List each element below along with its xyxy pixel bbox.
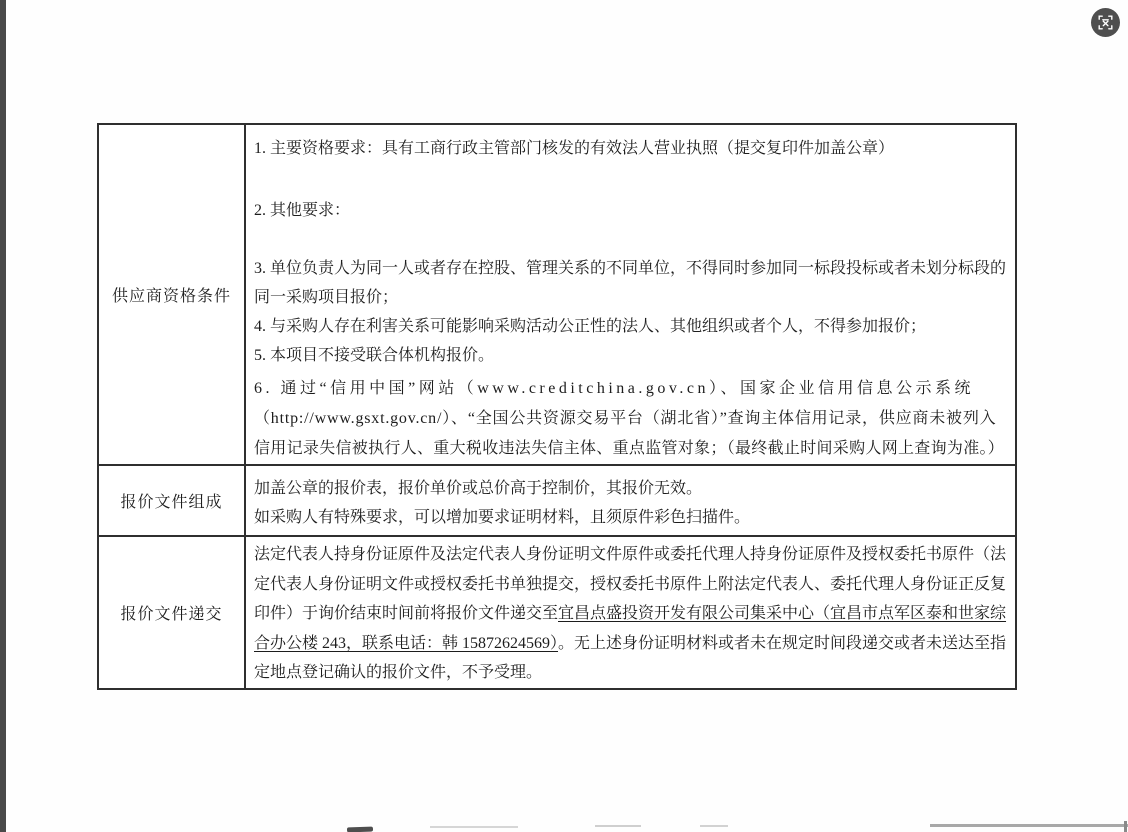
text-line: 信用记录失信被执行人、重大税收违法失信主体、重点监管对象；（最终截止时间采购人网上查询为准。） xyxy=(254,440,1005,457)
scan-page-edge xyxy=(0,0,6,832)
row-label-qualification: 供应商资格条件 xyxy=(99,125,246,464)
text-line: 加盖公章的报价表，报价单价或总价高于控制价，其报价无效。 xyxy=(254,480,703,497)
scan-artifact xyxy=(700,825,728,827)
scan-artifact xyxy=(347,827,373,832)
text-line xyxy=(254,599,1007,629)
text-segment: 。无上述身份证明材料或者未在规定时间段递交或者未送达至指 xyxy=(558,634,1007,652)
scan-artifact xyxy=(430,826,518,828)
document-table xyxy=(97,123,1017,690)
text-line: （http://www.gsxt.gov.cn/）、“全国公共资源交易平台（湖北省）”查询主体信用记录，供应商未被列入 xyxy=(254,410,997,427)
qualification-content xyxy=(246,125,1015,464)
text-line: 3. 单位负责人为同一人或者存在控股、管理关系的不同单位，不得同时参加同一标段投标或者未划分标段的 xyxy=(254,260,1007,277)
composition-content xyxy=(246,466,1015,535)
underlined-contact-segment: 合办公楼 243，联系电话：韩 15872624569） xyxy=(254,634,559,652)
scan-artifact xyxy=(595,825,641,827)
text-line: 6. 通过“信用中国”网站（www.creditchina.gov.cn）、国家企业信用信息公示系统 xyxy=(254,380,974,397)
text-line xyxy=(254,570,1007,600)
table-row-submission xyxy=(99,537,1015,688)
text-segment: 法定代表人持身份证原件及法定代表人身份证明文件原件或委托代理人持身份证原件及授权委托书原件（法 xyxy=(254,546,1007,563)
text-line: 同一采购项目报价； xyxy=(254,289,399,306)
text-line: 2. 其他要求： xyxy=(254,202,351,219)
text-line: 5. 本项目不接受联合体机构报价。 xyxy=(254,347,495,364)
text-segment: 定地点登记确认的报价文件，不予受理。 xyxy=(254,664,543,681)
text-line: 1. 主要资格要求：具有工商行政主管部门核发的有效法人营业执照（提交复印件加盖公章） xyxy=(254,140,895,157)
text-line: 4. 与采购人存在利害关系可能影响采购活动公正性的法人、其他组织或者个人，不得参加报价； xyxy=(254,318,927,335)
submission-content xyxy=(246,537,1015,688)
text-segment: 定代表人身份证明文件或授权委托书单独提交，授权委托书原件上附法定代表人、委托代理人身份证正反复 xyxy=(254,575,1007,593)
text-line: 如采购人有特殊要求，可以增加要求证明材料，且须原件彩色扫描件。 xyxy=(254,509,751,526)
text-line xyxy=(254,540,1007,570)
row-label-submission: 报价文件递交 xyxy=(99,537,246,688)
text-line xyxy=(254,629,1007,659)
table-row-composition xyxy=(99,466,1015,537)
scan-artifact xyxy=(1124,821,1127,832)
text-line xyxy=(254,658,1007,688)
text-segment: 印件）于询价结束时间前将报价文件递交至 xyxy=(254,605,559,622)
ocr-capture-button[interactable] xyxy=(1091,8,1120,37)
table-row-qualification xyxy=(99,125,1015,466)
row-label-composition: 报价文件组成 xyxy=(99,466,246,535)
scan-artifact xyxy=(930,824,1128,827)
scan-ocr-icon xyxy=(1098,15,1113,30)
underlined-address-segment: 宜昌点盛投资开发有限公司集采中心（宜昌市点军区泰和世家综 xyxy=(558,605,1007,622)
